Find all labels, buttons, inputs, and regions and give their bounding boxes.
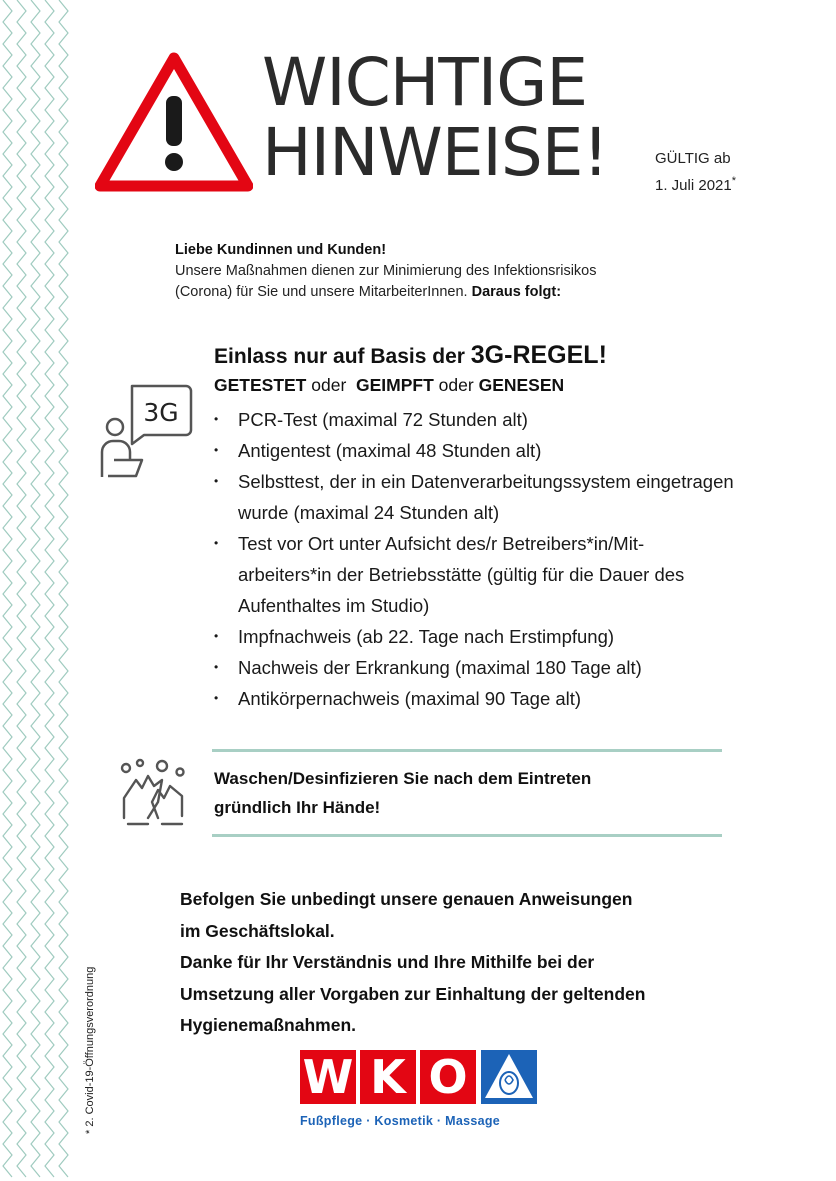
validity-line-2: 1. Juli 2021 — [655, 177, 732, 194]
category-separator-1: oder — [311, 375, 347, 395]
list-item-text: Impfnachweis (ab 22. Tage nach Erstimpfung) — [238, 626, 615, 647]
validity-footnote-mark: * — [731, 175, 737, 187]
wko-letter-o: O — [420, 1050, 476, 1104]
intro-line-2: (Corona) für Sie und unsere MitarbeiterInnen. — [175, 284, 468, 300]
wko-tagline: Fußpflege · Kosmetik · Massage — [300, 1114, 501, 1128]
zigzag-line — [45, 0, 54, 1177]
3g-rule-heading — [214, 341, 607, 370]
intro-line-1: Unsere Maßnahmen dienen zur Minimierung des Infektionsrisikos — [175, 263, 597, 279]
list-item-text: Antigentest (maximal 48 Stunden alt) — [238, 440, 542, 461]
wko-letter-w: W — [300, 1050, 356, 1104]
closing-line-2: im Geschäftslokal. — [180, 920, 335, 941]
divider-top — [212, 749, 722, 752]
title-line-1: WICHTIGE — [262, 44, 588, 121]
list-item-text: Selbsttest, der in ein Datenverarbeitungssystem eingetragen wurde (maximal 24 Stunden alt) — [238, 471, 734, 523]
wash-line-1: Waschen/Desinfizieren Sie nach dem Eintreten — [214, 769, 592, 788]
proof-list — [214, 404, 734, 714]
3g-categories — [214, 375, 564, 396]
zigzag-line — [31, 0, 40, 1177]
category-tested: GETESTET — [214, 375, 307, 395]
divider-bottom — [212, 834, 722, 837]
closing-line-4: Umsetzung aller Vorgaben zur Einhaltung der geltenden — [180, 983, 646, 1004]
greeting: Liebe Kundinnen und Kunden! — [175, 242, 387, 258]
hand-washing-icon — [118, 758, 188, 826]
bullet-icon: • — [214, 629, 219, 643]
list-item-text: Nachweis der Erkrankung (maximal 180 Tage alt) — [238, 657, 642, 678]
validity-line-1: GÜLTIG ab — [655, 150, 731, 167]
closing-line-1: Befolgen Sie unbedingt unsere genauen Anweisungen — [180, 889, 633, 909]
hand-washing-note — [214, 764, 591, 822]
category-separator-2: oder — [438, 375, 474, 395]
guild-emblem-icon — [481, 1050, 537, 1104]
list-item — [214, 466, 734, 528]
wko-logo — [300, 1050, 545, 1135]
3g-speech-person-icon — [98, 380, 193, 480]
validity-note — [655, 148, 736, 197]
bullet-icon: • — [214, 412, 219, 426]
zigzag-line — [59, 0, 68, 1177]
page-title — [262, 44, 608, 191]
footnote: * 2. Covid-19-Öffnungsverordnung — [84, 966, 96, 1134]
3g-label: 3G — [143, 398, 179, 427]
bullet-icon: • — [214, 536, 219, 550]
category-recovered: GENESEN — [478, 375, 565, 395]
zigzag-line — [3, 0, 12, 1177]
bullet-icon: • — [214, 474, 219, 488]
list-item — [214, 528, 734, 621]
closing-line-3: Danke für Ihr Verständnis und Ihre Mithilfe bei der — [180, 952, 595, 972]
list-item — [214, 683, 734, 714]
intro-conclusion: Daraus folgt: — [471, 284, 562, 300]
list-item — [214, 404, 734, 435]
wko-letters — [300, 1050, 480, 1104]
warning-triangle-icon — [95, 52, 253, 192]
list-item — [214, 621, 734, 652]
zigzag-border — [0, 0, 72, 1181]
list-item-text: PCR-Test (maximal 72 Stunden alt) — [238, 409, 528, 430]
bullet-icon: • — [214, 660, 219, 674]
closing-text — [180, 884, 645, 1042]
wash-line-2: gründlich Ihr Hände! — [214, 798, 381, 817]
closing-line-5: Hygienemaßnahmen. — [180, 1015, 357, 1035]
list-item — [214, 652, 734, 683]
zigzag-line — [17, 0, 26, 1177]
list-item — [214, 435, 734, 466]
intro-text — [175, 240, 597, 303]
bullet-icon: • — [214, 691, 219, 705]
3g-heading-prefix: Einlass nur auf Basis der — [214, 345, 465, 368]
list-item-text: Antikörpernachweis (maximal 90 Tage alt) — [238, 688, 582, 709]
category-vaccinated: GEIMPFT — [356, 375, 434, 395]
bullet-icon: • — [214, 443, 219, 457]
title-line-2: HINWEISE! — [262, 114, 608, 191]
3g-heading-emphasis: 3G-REGEL! — [470, 341, 607, 369]
list-item-text: Test vor Ort unter Aufsicht des/r Betreibers*in/Mit-arbeiters*in der Betriebsstätte (gültig für die Dauer des Aufenthaltes im Studio) — [238, 533, 685, 616]
wko-letter-k: K — [360, 1050, 416, 1104]
